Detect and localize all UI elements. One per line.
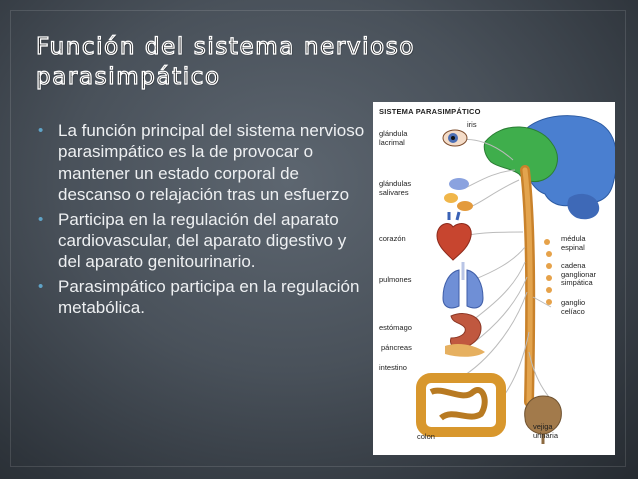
bullet-item [38, 209, 368, 273]
label-vejiga-urinaria: vejiga urinaria [533, 422, 559, 440]
label-iris: iris [467, 120, 477, 129]
bullet-text: Participa en la regulación del aparato cardiovascular, del aparato digestivo y del aparato genitourinario. [58, 209, 347, 272]
slide-title: Función del sistema nervioso parasimpático [36, 34, 416, 90]
parasympathetic-diagram [373, 102, 615, 455]
colon-shape [421, 378, 501, 432]
label-pulmones: pulmones [379, 275, 412, 284]
bullet-text: La función principal del sistema nervioso parasimpático es la de provocar o mantener un estado corporal de descanso o relajación tras un esfuerzo [58, 121, 365, 205]
lungs-shape [443, 270, 459, 308]
bullet-icon: • [38, 210, 44, 228]
label-intestino: intestino [379, 363, 407, 372]
pancreas-shape [445, 344, 485, 357]
label-glandula-lacrimal: glándula lacrimal [379, 129, 408, 147]
diagram-title: SISTEMA PARASIMPÁTICO [379, 107, 481, 116]
label-medula-espinal: médula espinal [561, 234, 586, 252]
label-ganglio-celiaco: ganglio celíaco [561, 298, 586, 316]
label-corazon: corazón [379, 234, 406, 243]
bullet-icon: • [38, 277, 44, 295]
bullet-item [38, 276, 368, 319]
label-cadena-ganglionar: cadena ganglionar simpática [561, 261, 597, 287]
bullet-text: Parasimpático participa en la regulación metabólica. [58, 276, 360, 318]
bullet-list [38, 120, 368, 322]
label-pancreas: páncreas [381, 343, 412, 352]
label-colon: colon [417, 432, 435, 441]
stomach-shape [450, 314, 481, 348]
bullet-icon: • [38, 122, 44, 139]
label-estomago: estómago [379, 323, 412, 332]
ganglion-chain [544, 239, 552, 305]
salivary-gland-shape [449, 178, 469, 190]
label-glandulas-salivares: glándulas salivares [379, 179, 412, 197]
heart-shape [437, 224, 471, 260]
bullet-item [38, 120, 368, 206]
